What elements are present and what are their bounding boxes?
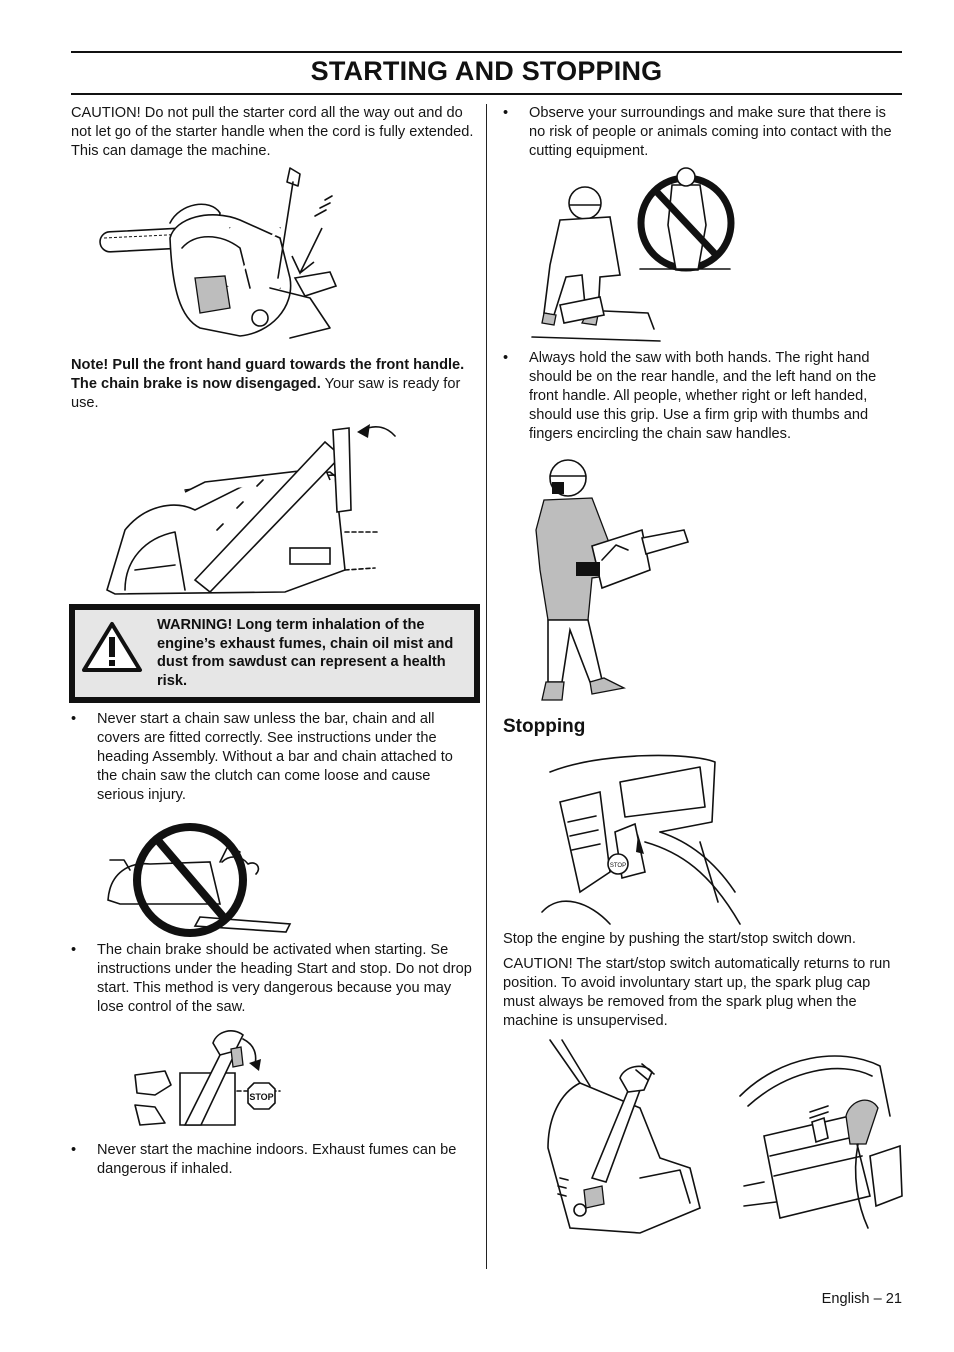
warning-box-inner bbox=[75, 610, 474, 697]
spark-plug-cap-illustration bbox=[540, 1038, 705, 1236]
column-divider bbox=[486, 104, 487, 1269]
note-hand-guard-bold: Note! Pull the front hand guard towards the front handle. The chain brake is now disengaged. bbox=[71, 357, 465, 392]
switch-stop-label: STOP bbox=[609, 863, 627, 869]
stop-engine-text: Stop the engine by pushing the start/stop switch down. bbox=[503, 931, 856, 947]
bullet-marker: • bbox=[71, 711, 77, 727]
bullet-marker: • bbox=[503, 350, 509, 366]
note-hand-guard bbox=[71, 356, 476, 413]
page-number: English – 21 bbox=[821, 1291, 902, 1307]
bullet-marker: • bbox=[71, 942, 77, 958]
bullet-marker: • bbox=[71, 1142, 77, 1158]
no-bar-illustration bbox=[100, 812, 300, 932]
warning-triangle-icon bbox=[81, 621, 143, 673]
page-title: STARTING AND STOPPING bbox=[310, 56, 663, 86]
bullet-both-hands: Always hold the saw with both hands. The right hand should be on the rear handle, and the left hand on the front handle. All people, whether right or left handed, should use this grip. Use a firm grip with thumbs and fingers encircling the chain saw handles. bbox=[529, 350, 877, 442]
bullet-indoors: Never start the machine indoors. Exhaust fumes can be dangerous if inhaled. bbox=[97, 1142, 457, 1177]
spark-plug-illustration bbox=[740, 1046, 905, 1228]
warning-text: WARNING! Long term inhalation of the engine’s exhaust fumes, chain oil mist and dust from sawdust can represent a health risk. bbox=[157, 617, 454, 689]
hand-guard-illustration bbox=[105, 420, 385, 600]
note-hand-guard-rest: Your saw is ready for use. bbox=[71, 376, 461, 411]
bullet-surroundings: Observe your surroundings and make sure that there is no risk of people or animals coming into contact with the cutting equipment. bbox=[529, 105, 892, 159]
stop-sign-label: STOP bbox=[249, 1092, 274, 1102]
surroundings-illustration bbox=[530, 165, 740, 345]
stop-switch-illustration bbox=[540, 752, 745, 924]
caution-starter-cord: CAUTION! Do not pull the starter cord all the way out and do not let go of the starter handle when the cord is fully extended. This can damage the machine. bbox=[71, 105, 474, 159]
header-rule-top bbox=[71, 51, 902, 53]
chain-brake-illustration bbox=[125, 1025, 285, 1130]
warning-box bbox=[69, 604, 480, 703]
operator-illustration bbox=[532, 450, 692, 710]
caution-switch-text: CAUTION! The start/stop switch automatically returns to run position. To avoid involuntary start up, the spark plug cap must always be removed from the spark plug when the machine is unsupervised. bbox=[503, 956, 891, 1029]
header-rule-bottom bbox=[71, 93, 902, 95]
starter-cord-illustration bbox=[100, 168, 350, 348]
bullet-chain-brake: The chain brake should be activated when starting. Se instructions under the heading Start and stop. Do not drop start. This method is very dangerous because you may lose control of the saw. bbox=[97, 942, 472, 1015]
bullet-marker: • bbox=[503, 105, 509, 121]
stopping-heading: Stopping bbox=[503, 716, 586, 737]
bullet-bar-chain: Never start a chain saw unless the bar, chain and all covers are fitted correctly. See instructions under the heading Assembly. Without a bar and chain attached to the chain saw the clutch can come loose and cause serious injury. bbox=[97, 711, 453, 803]
